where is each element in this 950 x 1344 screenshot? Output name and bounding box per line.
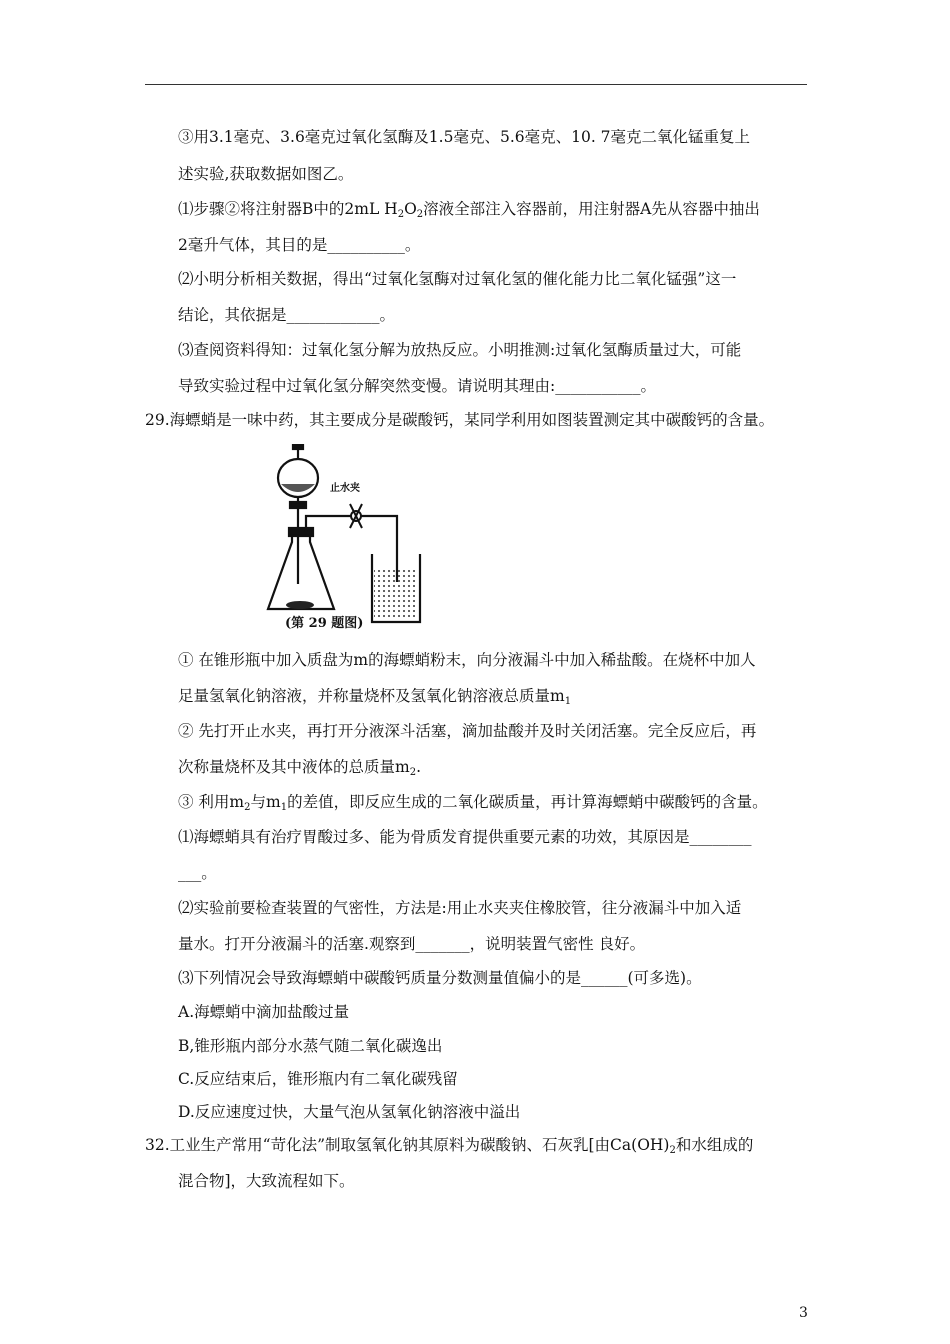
q29-part2-line-1: ⑵实验前要检查装置的气密性，方法是:用止水夹夹住橡胶管，往分液漏斗中加入适 bbox=[178, 899, 742, 917]
header-rule bbox=[145, 84, 807, 85]
q28-part1-line-2: 2毫升气体，其目的是__________。 bbox=[178, 236, 421, 254]
q28-part2-line-2: 结论，其依据是____________。 bbox=[178, 306, 396, 324]
q29-step3: ③ 利用$m_2$与$m_1$的差值，即反应生成的二氧化碳质量，再计算海螵蛸中碳酸钙的含量。 bbox=[178, 793, 768, 813]
q29-option-a: A.海螵蛸中滴加盐酸过量 bbox=[178, 1003, 350, 1021]
q28-part3-line-1: ⑶查阅资料得知：过氧化氢分解为放热反应。小明推测:过氧化氢酶质量过大，可能 bbox=[178, 341, 742, 359]
q28-part2-line-1: ⑵小明分析相关数据，得出“过氧化氢酶对过氧化氢的催化能力比二氧化锰强”这一 bbox=[178, 270, 737, 288]
page-number: 3 bbox=[799, 1305, 808, 1321]
q29-part3: ⑶下列情况会导致海螵蛸中碳酸钙质量分数测量值偏小的是______(可多选)。 bbox=[178, 969, 702, 987]
q29-part1-line-1: ⑴海螵蛸具有治疗胃酸过多、能为骨质发育提供重要元素的功效，其原因是________ bbox=[178, 828, 752, 846]
q29-step1-line-2: 足量氢氧化钠溶液，并称量烧杯及氢氧化钠溶液总质量$m_1$ bbox=[178, 687, 572, 707]
q29-option-c: C.反应结束后，锥形瓶内有二氧化碳残留 bbox=[178, 1070, 458, 1088]
q29-option-b: B,锥形瓶内部分水蒸气随二氧化碳逸出 bbox=[178, 1037, 443, 1055]
q29-title: 29.海螵蛸是一味中药，其主要成分是碳酸钙，某同学利用如图装置测定其中碳酸钙的含量。 bbox=[145, 411, 775, 429]
q29-part2-line-2: 量水。打开分液漏斗的活塞.观察到_______，说明装置气密性 良好。 bbox=[178, 935, 646, 953]
q29-step2-line-1: ② 先打开止水夹，再打开分液深斗活塞，滴加盐酸并及时关闭活塞。完全反应后，再 bbox=[178, 722, 757, 740]
clamp-label: 止水夹 bbox=[330, 483, 360, 494]
q29-step1-line-1: ① 在锥形瓶中加入质盘为m的海螵蛸粉末，向分液漏斗中加入稀盐酸。在烧杯中加人 bbox=[178, 651, 756, 669]
q28-part1-line-1: ⑴步骤②将注射器B中的2mL $H_2O_2$溶液全部注入容器前，用注射器A先从容器中抽出 bbox=[178, 200, 760, 220]
q28-line-2: 述实验,获取数据如图乙。 bbox=[178, 165, 354, 183]
q29-step2-line-2: 次称量烧杯及其中液体的总质量$m_2$. bbox=[178, 758, 422, 778]
figure-caption: (第 29 题图) bbox=[285, 616, 364, 631]
apparatus-figure bbox=[262, 444, 432, 634]
q32-line-2: 混合物]，大致流程如下。 bbox=[178, 1172, 355, 1190]
q28-line-1: ③用3.1毫克、3.6毫克过氧化氢酶及1.5毫克、5.6毫克、10. 7毫克二氧化锰重复上 bbox=[178, 128, 751, 146]
q28-part3-line-2: 导致实验过程中过氧化氢分解突然变慢。请说明其理由:___________。 bbox=[178, 377, 656, 395]
q32-line-1: 32.工业生产常用“苛化法”制取氢氧化钠其原料为碳酸钠、石灰乳[由$Ca(OH)_2$和水组成的 bbox=[145, 1136, 754, 1156]
q29-option-d: D.反应速度过快，大量气泡从氢氧化钠溶液中溢出 bbox=[178, 1103, 521, 1121]
q29-part1-line-2: ___。 bbox=[178, 864, 217, 882]
